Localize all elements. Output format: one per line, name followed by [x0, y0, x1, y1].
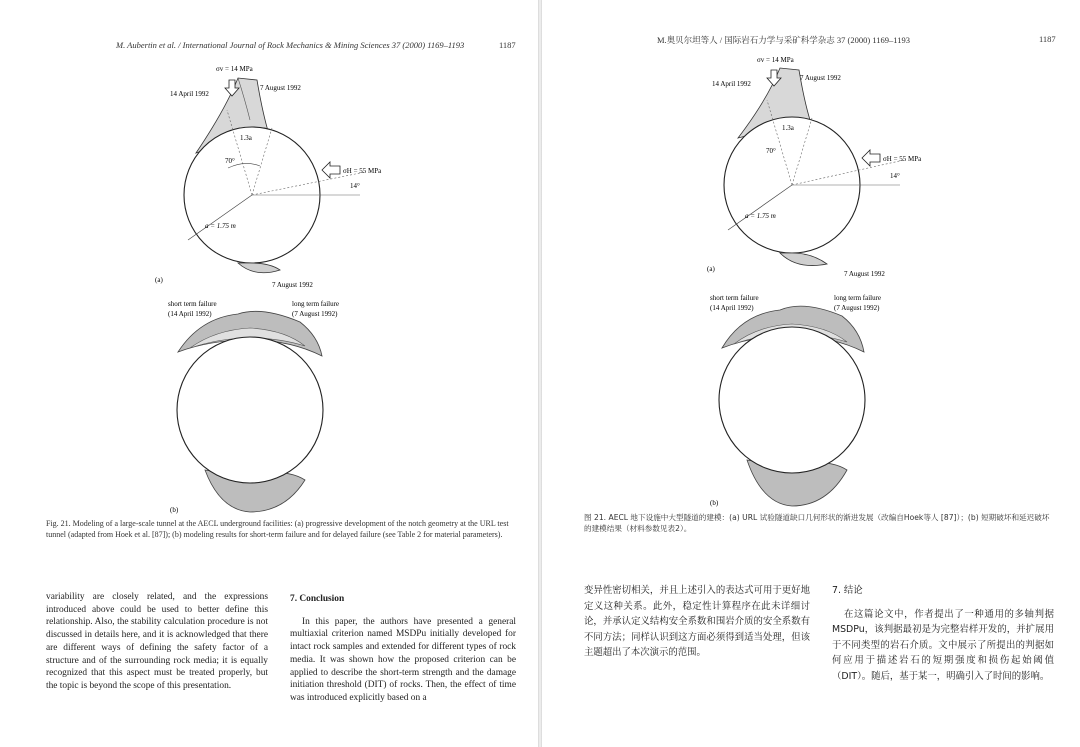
paragraph: In this paper, the authors have presented a general multiaxial criterion named MSDPu initially developed for intact rock samples and extended for different types of rock media. It was shown how the proposed criterion can be applied to describe the short-term strength and the damage initiation threshold (DIT) of rocks. Then, the effect of time was introduced explicitly based on a: [290, 616, 516, 703]
radius-label: a = 1.75 m: [205, 222, 236, 230]
panel-b: [168, 300, 339, 514]
sigma-h-arrow: [322, 162, 340, 178]
short-term-label: short term failure: [710, 294, 759, 302]
notch-bottom: [780, 253, 827, 266]
sigma-v-label: σv = 14 MPa: [757, 56, 794, 64]
panel-label: (b): [710, 499, 719, 507]
panel-a: [707, 56, 922, 278]
section-heading: 7. Conclusion: [290, 594, 345, 604]
long-term-label: long term failure: [834, 294, 882, 302]
angle-label: 14°: [890, 172, 900, 180]
page-number: 1187: [1039, 34, 1056, 44]
radius-label: a = 1.75 m: [745, 212, 776, 220]
angle-label: 70°: [766, 147, 776, 155]
right-page: [542, 0, 1080, 747]
running-head: M. Aubertin et al. / International Journal of Rock Mechanics & Mining Sciences 37 (2000) 1169–1193: [116, 40, 465, 50]
tunnel-circle-b: [177, 337, 323, 483]
tunnel-circle-b: [719, 327, 865, 473]
angle-label: 70°: [225, 157, 235, 165]
running-head: M.奥贝尔坦等人 / 国际岩石力学与采矿科学杂志 37 (2000) 1169–1193: [657, 35, 910, 45]
date-label: 7 August 1992: [260, 84, 301, 92]
panel-label: (a): [707, 265, 715, 273]
angle-label: 14°: [350, 182, 360, 190]
section-heading: 7. 结论: [832, 585, 863, 596]
body-column-right: [290, 593, 516, 705]
short-term-date: (14 April 1992): [168, 310, 212, 318]
panel-label: (a): [155, 276, 163, 284]
panel-a: [155, 65, 382, 289]
date-label: 7 August 1992: [844, 270, 885, 278]
dimension-label: 1.3a: [240, 134, 252, 142]
long-term-date: (7 August 1992): [292, 310, 338, 318]
body-column-left: [584, 583, 810, 661]
panel-b: [710, 294, 881, 507]
page-number: 1187: [499, 40, 516, 50]
paragraph: variability are closely related, and the expressions introduced above could be used to better define this relationship. Also, the stability calculation procedure is not discussed in details here, and it is acknowledged that there are different ways of defining the safety factor of a structure and of the surrounding rock media; it is equally recognized that this aspect must be treated properly, but the topic is beyond the scope of this presentation.: [46, 592, 268, 691]
date-label: 14 April 1992: [712, 80, 751, 88]
long-term-date: (7 August 1992): [834, 304, 880, 312]
sigma-h-label: σH = 55 MPa: [883, 155, 922, 163]
panel-label: (b): [170, 506, 179, 514]
sigma-h-label: σH = 55 MPa: [343, 167, 382, 175]
date-label: 14 April 1992: [170, 90, 209, 98]
figure-21: [0, 0, 538, 520]
long-term-label: long term failure: [292, 300, 340, 308]
date-label: 7 August 1992: [800, 74, 841, 82]
paragraph: 变异性密切相关，并且上述引入的表达式可用于更好地定义这种关系。此外，稳定性计算程序在此未详细讨论，并承认定义结构安全系数和围岩介质的安全系数有不同方法；同样认识到这方面必须得到适当处理，但该主题超出了本次演示的范围。: [584, 585, 810, 658]
dimension-label: 1.3a: [782, 124, 794, 132]
body-column-left: [46, 591, 268, 693]
sigma-h-arrow: [862, 150, 880, 166]
short-term-label: short term failure: [168, 300, 217, 308]
figure-21-translated: [542, 0, 1080, 520]
body-column-right: [832, 583, 1054, 684]
date-label: 7 August 1992: [272, 281, 313, 289]
figure-caption: Fig. 21. Modeling of a large-scale tunnel at the AECL underground facilities: (a) progressive development of the notch geometry at the URL test tunnel (adapted from Hoek et al. [87]); (b) modeling results for short-term failure and for delayed failure (see Table 2 for material parameters).: [46, 519, 509, 539]
notch-bottom: [238, 263, 280, 273]
paragraph: 在这篇论文中，作者提出了一种通用的多轴判据MSDPu，该判据最初是为完整岩样开发的，并扩展用于不同类型的岩石介质。文中展示了所提出的判据如何应用于描述岩石的短期强度和损伤起始阈值（DIT）。随后，基于某一，明确引入了时间的影响。: [832, 608, 1054, 682]
figure-caption: 图 21. AECL 地下设施中大型隧道的建模：(a) URL 试验隧道缺口几何形状的渐进发展（改编自Hoek等人 [87]）；(b) 短期破坏和延迟破坏的建模结果（材料参数见表2）。: [584, 513, 1050, 533]
left-page: [0, 0, 538, 747]
short-term-date: (14 April 1992): [710, 304, 754, 312]
sigma-v-label: σv = 14 MPa: [216, 65, 253, 73]
